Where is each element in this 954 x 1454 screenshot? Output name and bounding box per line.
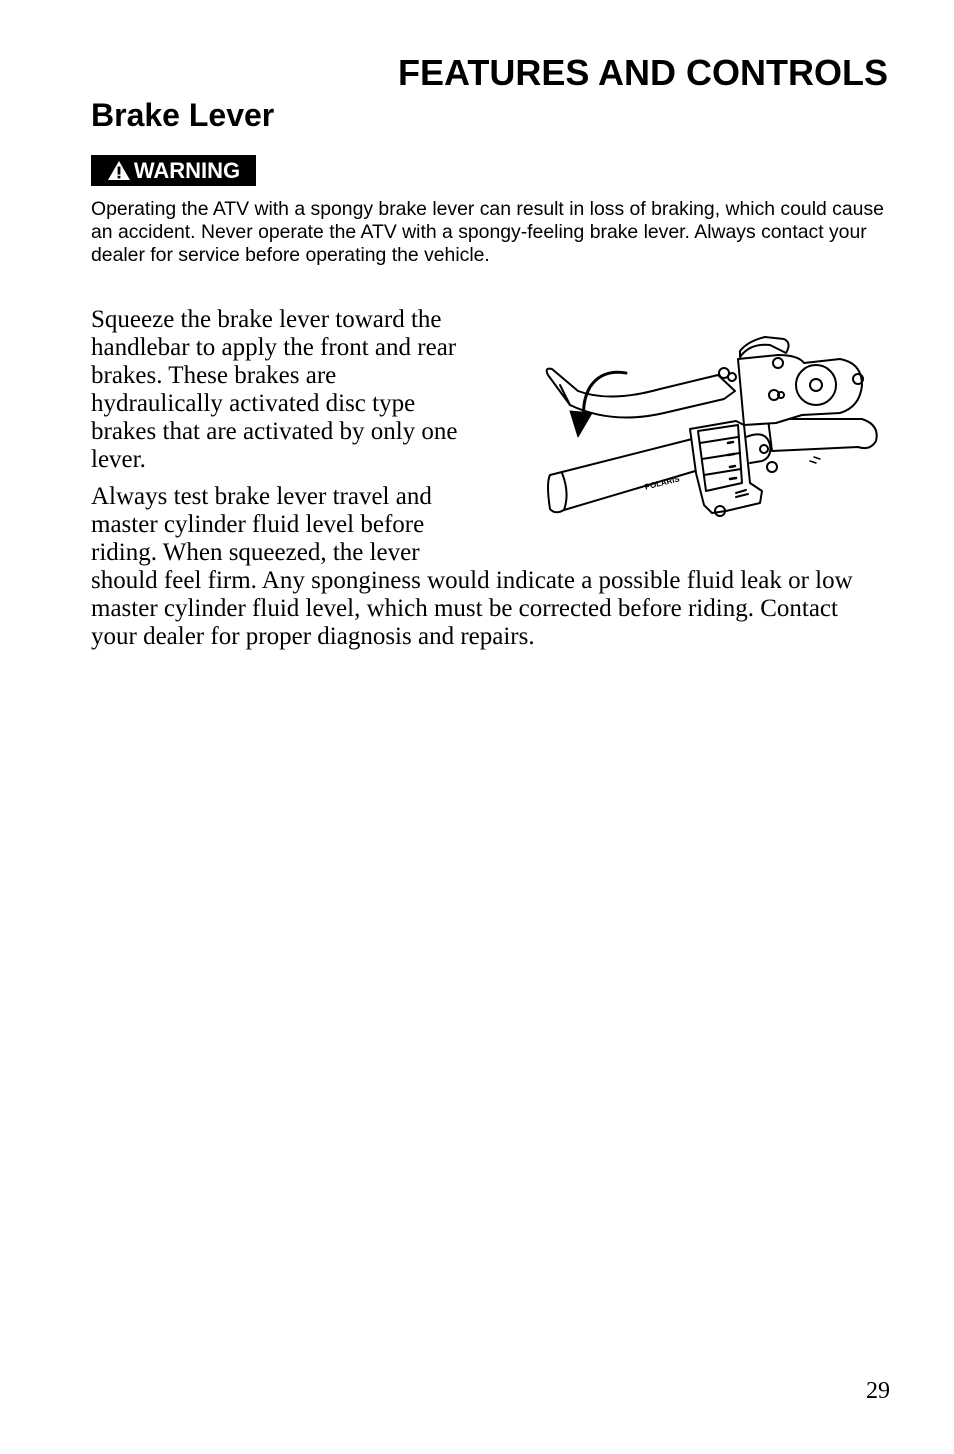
- brake-lever-illustration: [540, 333, 885, 525]
- brake-lever-arm: [547, 369, 735, 418]
- section-header: FEATURES AND CONTROLS: [398, 52, 888, 93]
- warning-text: Operating the ATV with a spongy brake lever can result in loss of braking, which could cause an accident. Never operate the ATV with a spongy-feeling brake lever. Always contact your dealer for service before operating the vehicle.: [91, 198, 884, 266]
- master-cylinder: [740, 337, 789, 357]
- squeeze-arrow-head: [570, 411, 592, 437]
- page-title: Brake Lever: [91, 97, 275, 133]
- warning-label: WARNING: [133, 157, 241, 183]
- warning-badge: [91, 155, 256, 186]
- handlebar-grip: [548, 437, 702, 512]
- grip-logo: POLARIS: [643, 474, 681, 492]
- body-paragraph-2-text: Always test brake lever travel and master cylinder fluid level before riding. When squeezed, the lever should feel firm. Any sponginess would indicate a possible fluid leak or low master cylinder fluid level, which must be corrected before riding. Contact your dealer for proper diagnosis and repairs.: [91, 483, 853, 650]
- handlebar-right: [768, 419, 877, 451]
- page-number: 29: [866, 1378, 890, 1404]
- warning-triangle-icon: [107, 160, 131, 181]
- body-paragraph-1: Squeeze the brake lever toward the handlebar to apply the front and rear brakes. These brakes are hydraulically activated disc type brakes that are activated by only one lever.: [91, 306, 458, 473]
